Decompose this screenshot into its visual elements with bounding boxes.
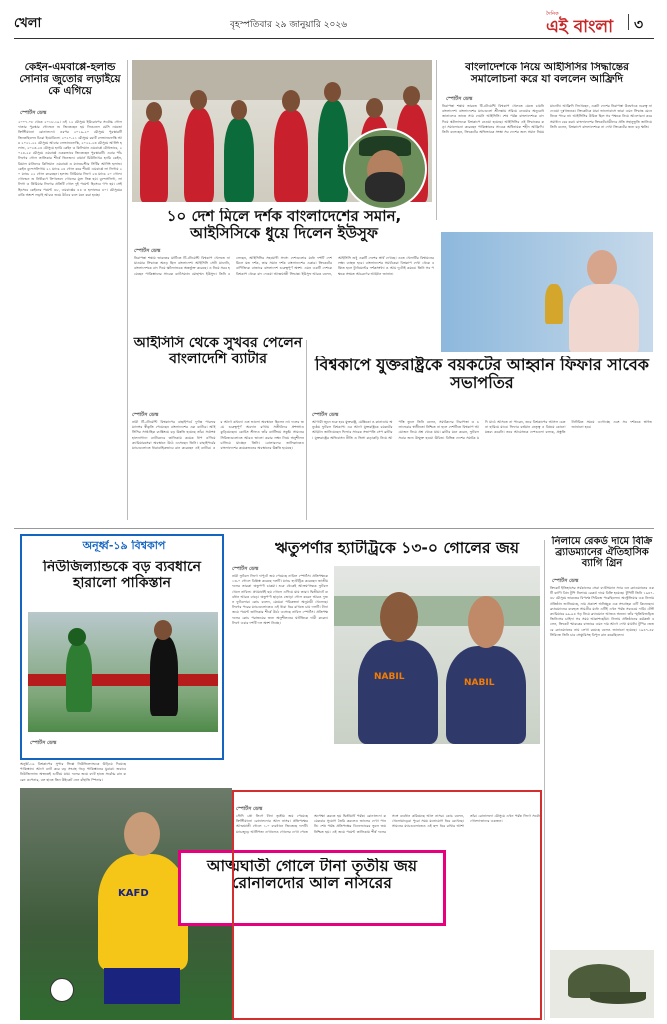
player-head	[324, 82, 341, 102]
stadium-stand	[132, 60, 432, 100]
green-cap-body: ক্রিকেট ইতিহাসের সর্বকালের সেরা ব্যাটসম্যান স্যার ডন ব্র্যাডম্যানের একটি ব্যাগি গ্রিন টুপি নিলামে রেকর্ড দামে বিক্রি হয়েছে। টুপিটি তিনি ১৯৪৭-৪৮ মৌসুমে ভারতের বিপক্ষে সিরিজে পরেছিলেন। অস্ট্রেলিয়ার এক নিলাম প্রতিষ্ঠান জানিয়েছে, নাম প্রকাশে অনিচ্ছুক এক সংগ্রাহক এটি কিনেছেন। ব্র্যাডম্যানের ব্যবহৃত সামগ্রীর মধ্যে এটিই এখন পর্যন্ত সবচেয়ে দামি। টেস্ট ক্যারিয়ারে ৯৯.৯৪ গড় নিয়ে ব্র্যাডম্যান আজও অনন্য। তাঁর স্মৃতিবিজড়িত জিনিসের চাহিদা সব সময় আকাশছোঁয়া। নিলাম প্রতিষ্ঠানের কর্মকর্তা বলেন, ক্রিকেট স্মারকের বাজারে এমন দাম আগে দেখা যায়নি। টুপির ভেতরে ব্র্যাডম্যানের নাম লেখা রয়েছে বলেও জানানো হয়েছে। ১৯৪৭-৪৮ সিরিজে তিনি চার সেঞ্চুরিসহ বিপুল রান করেছিলেন।	[550, 586, 654, 637]
row-rule	[14, 528, 654, 529]
player-figure	[184, 108, 214, 202]
player-head	[366, 98, 383, 118]
green-cap-byline: স্পোর্টস ডেস্ক	[552, 578, 579, 584]
rituparna-photo	[334, 566, 540, 744]
u19-match-photo	[28, 612, 218, 732]
player-head	[403, 86, 420, 106]
player-head	[146, 102, 162, 122]
rituparna-head	[380, 592, 418, 642]
blatter-head	[587, 250, 617, 286]
background-tents	[334, 596, 540, 626]
ronaldo-jersey	[98, 854, 188, 970]
rituparna-body: নারী ফুটবল লিগে দাপুটে জয় পেয়েছে নাবিল স্পোর্টস। প্রতিপক্ষকে ১৩-০ গোলে বিধ্বস্ত করেছে দলটি। ম্যাচে হ্যাটট্রিক করেছেন জাতীয় দলের তারকা ঋতুপর্ণা চাকমা। শুরু থেকেই আক্রমণাত্মক ফুটবল খেলে নাবিল। প্রথমার্ধেই ছয় গোলে এগিয়ে যায় তারা। দ্বিতীয়ার্ধে ব্যবধান আরও বাড়ে। ঋতুপর্ণা ছাড়াও জোড়া গোল করেন আরও দুজন ফুটবলার। কোচ বলেন, মেয়েরা পরিকল্পনা অনুযায়ী খেলেছে। লিগের পরের ম্যাচগুলোতেও এই ধারা ধরে রাখতে চায় দলটি। টানা জয়ে পয়েন্ট তালিকার শীর্ষে উঠে এসেছে নাবিল স্পোর্টস। প্রতিপক্ষ দলের কোচ পরাজয়ের জন্য অনুশীলনের ঘাটতিকে দায়ী করেন। লিগে এবার দশটি দল অংশ নিচ্ছে।	[232, 574, 328, 625]
player-figure	[318, 100, 348, 202]
yousuf-portrait	[343, 128, 427, 210]
afridi-body: নিরাপত্তা শঙ্কায় ভারতে টি-টোয়েন্টি বিশ্বকাপ খেলতে যেতে চায়নি বাংলাদেশ। বাংলাদেশের ম্যাচগুলো শ্রীলঙ্কায় সরিয়ে নেওয়ার অনুরোধ জানালেও তাতে সায় দেয়নি আইসিসি। শেষ পর্যন্ত বাংলাদেশকে বাদ দিয়ে স্কটল্যান্ডকে বিশ্বকাপে নেওয়া হয়েছে। আইসিসির এই সিদ্ধান্তের কড়া সমালোচনা করেছেন পাকিস্তানের সাবেক অধিনায়ক শহীদ আফ্রিদি। তিনি বলেছেন, ক্রিকেটের অভিভাবক সংস্থা সব দেশের জন্য সমান নিয়ম মানেনি। আফ্রিদি লিখেছেন, একটা দেশের নিরাপত্তা উদ্বেগকে গুরুত্ব না দেওয়া দুঃখজনক। ক্রিকেটকে যারা ভালোবাসে তারা এমন সিদ্ধান্ত মেনে নিতে পারে না। আইসিসির উচিত ছিল সব পক্ষকে নিয়ে আলোচনা করে সমাধান বের করা। বাংলাদেশের ক্রিকেটপ্রেমীদের প্রতি সহানুভূতি জানিয়ে তিনি বলেন, বিশ্বকাপে বাংলাদেশকে না দেখা ক্রিকেটের জন্য বড় ক্ষতি।	[442, 104, 652, 135]
ronaldo-body: সৌদি প্রো লিগে টানা তৃতীয় জয় পেয়েছে ক্রিস্টিয়ানো রোনালদোর আল নাসর। প্রতিপক্ষের আত্মঘাতী গোলে ১-০ ব্যবধানে জিতেছে দলটি। ম্যাচজুড়ে আধিপত্য দেখালেও গোলের দেখা পেতে অপেক্ষা করতে হয় দ্বিতীয়ার্ধ পর্যন্ত। রোনালদো কয়েকবার সুযোগ তৈরি করলেও জালের দেখা পাননি। শেষ পর্যন্ত প্রতিপক্ষের ডিফেন্ডারের ভুলে জয় নিশ্চিত হয়। এই জয়ে পয়েন্ট তালিকায় শীর্ষ দলের সঙ্গে ব্যবধান কমিয়েছে আল নাসর। কোচ বলেন, খেলোয়াড়েরা পুরো সময় মনোযোগ ধরে রেখেছে। সামনের ম্যাচগুলোতেও এই ছন্দ ধরে রাখার আশা তাঁর। রোনালদো মৌসুমে এখন পর্যন্ত লিগে সর্বোচ্চ গোলদাতাদের একজন।	[236, 814, 542, 834]
afridi-headline: বাংলাদেশকে নিয়ে আইসিসির সিদ্ধান্তের সমালোচনা করে যা বললেন আফ্রিদি	[465, 62, 629, 85]
icc-headline: আইসিসি থেকে সুখবর পেলেন বাংলাদেশি ব্যাটার	[133, 336, 303, 367]
kane-headline: কেইন-এমবাপ্পে-হলান্ড সোনার জুতোর লড়াইয়ে কে এগিয়ে	[19, 62, 121, 97]
beard	[365, 172, 405, 202]
header-section-label: খেলা	[14, 16, 42, 31]
icc-byline: স্পোর্টস ডেস্ক	[132, 412, 159, 418]
player-head	[190, 90, 207, 110]
column-rule-2	[436, 60, 437, 220]
player-figure	[140, 120, 168, 202]
fifa-headline: বিশ্বকাপে যুক্তরাষ্ট্রকে বয়কটের আহ্বান ফিফার সাবেক সভাপতির	[314, 356, 650, 392]
fifa-byline: স্পোর্টস ডেস্ক	[312, 412, 339, 418]
header-rule	[14, 38, 654, 39]
fifa-body: আগামী জুনে শুরু হবে যুক্তরাষ্ট্র, মেক্সিকো ও কানাডায় অনুষ্ঠেয় ফুটবল বিশ্বকাপ। এর আগে যুক্তরাষ্ট্রকে বয়কটের আহ্বান জানিয়েছেন ফিফার সাবেক সভাপতি সেপ ব্লাটার। যুক্তরাষ্ট্রের অভিবাসন নীতি ও ভিসা কড়াকড়ি নিয়ে আপত্তি তুলে তিনি বলেন, সমর্থকদের নিরাপত্তা ও চলাফেরার স্বাধীনতা নিশ্চিত না হলে দেশটিতে বিশ্বকাপ আয়োজন নিয়ে প্রশ্ন থেকে যায়। ব্লাটার মনে করেন, ফুটবল সবার জন্য উন্মুক্ত হওয়া উচিত। বিভিন্ন দেশের সমর্থক যদি মাঠে আসতে না পারেন, তবে বিশ্বকাপের আসল চেতনা হারিয়ে যাবে। ফিফার বর্তমান নেতৃত্ব এ বিষয়ে কোনো মন্তব্য করেনি। তবে আয়োজক দেশগুলো বলছে, প্রস্তুতি নির্ধারিত সময়ে এগোচ্ছে এবং সব দর্শককে স্বাগত জানানো হবে।	[312, 420, 652, 440]
rituparna-headline: ঋতুপর্ণার হ্যাটট্রিকে ১৩-০ গোলের জয়	[275, 540, 519, 557]
fielder-head	[154, 620, 172, 640]
ronaldo-jersey-text: KAFD	[118, 888, 149, 899]
green-cap-headline: নিলামে রেকর্ড দামে বিক্রি ব্র্যাডম্যানের ঐতিহাসিক ব্যাগি গ্রিন	[551, 536, 653, 570]
u19-byline: স্পোর্টস ডেস্ক	[30, 740, 57, 746]
teammate-head	[468, 596, 504, 648]
icc-body: নারী টি-টোয়েন্টি বিশ্বকাপের বাছাইপর্বে দুর্দান্ত পারফরম্যান্সের স্বীকৃতি পেয়েছেন বাংলাদেশের এক ব্যাটার। আইসিসির সাপ্তাহিক র‍্যাঙ্কিংয়ে বড় উন্নতি হয়েছে তাঁর। সর্বশেষ হালনাগাদে ব্যাটারদের তালিকায় কয়েক ধাপ এগিয়ে ক্যারিয়ারসেরা অবস্থানে উঠে এসেছেন তিনি। বাছাইপর্বের ম্যাচগুলোতে ধারাবাহিকভাবে রান করেছেন এই ব্যাটার। এর আগে কখনো এত ভালো অবস্থানে ছিলেন না। দলের জয়ে গুরুত্বপূর্ণ অবদান রাখায় সতীর্থদের প্রশংসাও কুড়িয়েছেন। কোচিং স্টাফও তাঁর ব্যাটিংয়ে সন্তুষ্ট। সামনের সিরিজগুলোতে আরও ভালো করার লক্ষ্য নিয়ে অনুশীলন চালিয়ে যাচ্ছেন তিনি। বোলারদের তালিকাতেও বাংলাদেশের কয়েকজনের অবস্থানের উন্নতি হয়েছে।	[132, 420, 304, 451]
ronaldo-byline: স্পোর্টস ডেস্ক	[236, 806, 263, 812]
u19-banner: অনূর্ধ্ব-১৯ বিশ্বকাপ	[82, 540, 166, 552]
player-head	[282, 90, 300, 112]
jersey-text: NABIL	[374, 672, 405, 682]
cap-peak	[590, 992, 646, 1004]
pakistan-batter	[66, 642, 92, 712]
player-figure	[224, 118, 254, 202]
rituparna-jersey	[358, 640, 438, 744]
kane-body: ২০০৭-০৮ থেকে ২০১৮-১৯। এই ১২ মৌসুমে ইউরোপের সর্বোচ্চ গোলদাতার পুরস্কার গোল্ডেন শু জিতেছেন হয় লিওনেল মেসি নয়তো ক্রিস্টিয়ানো রোনালদো। এরপর ২০১৯-২০ মৌসুমে পুরস্কারটি জিতেছিলেন চিরো ইমোবিলে। ২০২০-২১ মৌসুমে রবার্ট লেভানডফস্কি আর ২০২১-২২ মৌসুমে আবার লেভানডফস্কি, ২০২২-২৩ মৌসুমে আর্লিং হলান্ড, ২০২৩-২৪ মৌসুমে হ্যারি কেইন ও কিলিয়ান এমবাপ্পে যৌথভাবে, ২০২৪-২৫ মৌসুমে এমবাপ্পে এককভাবে জিতেছেন পুরস্কারটি। এবার পাঁচ লিগের গোল তালিকার শীর্ষে তিনজন। বায়ার্ন মিউনিখের হ্যারি কেইন, রিয়াল মাদ্রিদের কিলিয়ান এমবাপ্পে ও ম্যানচেস্টার সিটির আর্লিং হলান্ড। কেইন বুন্দেসলিগায় ২১ ম্যাচে ২৪ গোল করে শীর্ষে। এমবাপ্পে লা লিগায় ২০ ম্যাচে ২২ গোল করেছেন। হলান্ড প্রিমিয়ার লিগে ২৩ ম্যাচে ২০ গোল। গোল্ডেন শু নির্ধারণে লিগভেদে গোলের মূল্য ভিন্ন হয়। বুন্দেসলিগা, লা লিগা ও প্রিমিয়ার লিগের প্রতিটি গোল দুই পয়েন্ট হিসেবে গণ্য হয়। সেই হিসেবে কেইনের পয়েন্ট ৪৮, এমবাপ্পের ৪৪ ও হলান্ডের ৪০। মৌসুমের বাকি অংশে লড়াই আরও জমে উঠবে বলে মনে করা হচ্ছে।	[18, 120, 122, 197]
u19-headline: নিউজিল্যান্ডকে বড় ব্যবধানে হারালো পাকিস্তান	[42, 560, 201, 591]
column-rule-1	[127, 60, 128, 520]
ronaldo-head	[124, 812, 160, 856]
column-rule-3	[306, 340, 307, 520]
masthead-logo-small: দৈনিক	[546, 11, 559, 17]
baggy-green-cap-photo	[550, 950, 654, 1018]
batter-helmet	[68, 628, 86, 646]
world-cup-trophy	[545, 284, 563, 324]
ronaldo-headline: আত্মঘাতী গোলে টানা তৃতীয় জয় রোনালদোর আল নাসরের	[207, 858, 417, 893]
u19-body: অনূর্ধ্ব-১৯ বিশ্বকাপের সুপার সিক্সে নিউজিল্যান্ডকে উড়িয়ে দিয়েছে পাকিস্তান। আগে ব্যাট করে বড় সংগ্রহ গড়ে পাকিস্তানের যুবারা। জবাবে নিউজিল্যান্ড অল্পতেই গুটিয়ে যায়। দলের জয়ে ব্যাট হাতে সর্বোচ্চ রান করেন ওপেনার, বল হাতে তিন উইকেট নেন বাঁহাতি স্পিনার।	[20, 762, 126, 782]
yousuf-headline: ১০ দেশ মিলে দর্শক বাংলাদেশের সমান, আইসিসিকে ধুয়ে দিলেন ইউসুফ	[166, 208, 402, 242]
masthead-logo: এই বাংলা	[546, 17, 613, 37]
player-figure	[274, 110, 308, 202]
header-date: বৃহস্পতিবার ২৯ জানুয়ারি ২০২৬	[230, 20, 348, 30]
rituparna-byline: স্পোর্টস ডেস্ক	[232, 566, 259, 572]
blatter-photo	[441, 232, 653, 352]
page-number	[628, 14, 629, 30]
advert-board	[28, 674, 218, 686]
ronaldo-shorts	[104, 968, 180, 1004]
blatter-suit	[569, 284, 639, 352]
page-number-text: ৩	[634, 17, 644, 33]
player-head	[231, 100, 247, 120]
jersey-text: NABIL	[464, 678, 495, 688]
yousuf-body: নিরাপত্তা শঙ্কায় ভারতের মাটিতে টি-টোয়েন্টি বিশ্বকাপ খেলতে না যাওয়ার সিদ্ধান্তে অনড় ছিল বাংলাদেশ। আইসিসি সেটা মানেনি, বাংলাদেশকে বাদ দিয়ে স্কটল্যান্ডকে অন্তর্ভুক্ত করেছে। এ নিয়ে সরব হয়েছেন পাকিস্তানের সাবেক ব্যাটসম্যান মোহাম্মদ ইউসুফ। তিনি বলেছেন, আইসিসির সহযোগী সদস্য দেশগুলোর মধ্যে দশটি দেশ মিলে যত দর্শক, তার সমান দর্শক বাংলাদেশের একার। ক্রিকেটের বাণিজ্যিক বাজারে বাংলাদেশ গুরুত্বপূর্ণ অংশ। এমন একটি দেশকে বিশ্বকাপ থেকে বাদ দেওয়া আত্মঘাতী সিদ্ধান্ত। ইউসুফ আরও বলেন, আইসিসি শুধু একটি দেশের স্বার্থ দেখছে। এতে খেলাটির বিশ্বায়নের লক্ষ্য ব্যাহত হবে। বাংলাদেশের সমর্থকেরা বিশ্বকাপ দেখা থেকে বঞ্চিত হলে টুর্নামেন্টের দর্শকসংখ্যা ও আয় দুটোই কমবে। তিনি সব পক্ষকে সংযত আচরণের আহ্বান জানান।	[134, 256, 434, 276]
kane-byline: স্পোর্টস ডেস্ক	[20, 110, 47, 116]
nz-fielder	[150, 636, 178, 716]
yousuf-byline: স্পোর্টস ডেস্ক	[134, 248, 161, 254]
afridi-byline: স্পোর্টস ডেস্ক	[446, 96, 473, 102]
column-rule-4	[544, 540, 545, 1020]
teammate-jersey	[446, 646, 526, 744]
football	[50, 978, 74, 1002]
